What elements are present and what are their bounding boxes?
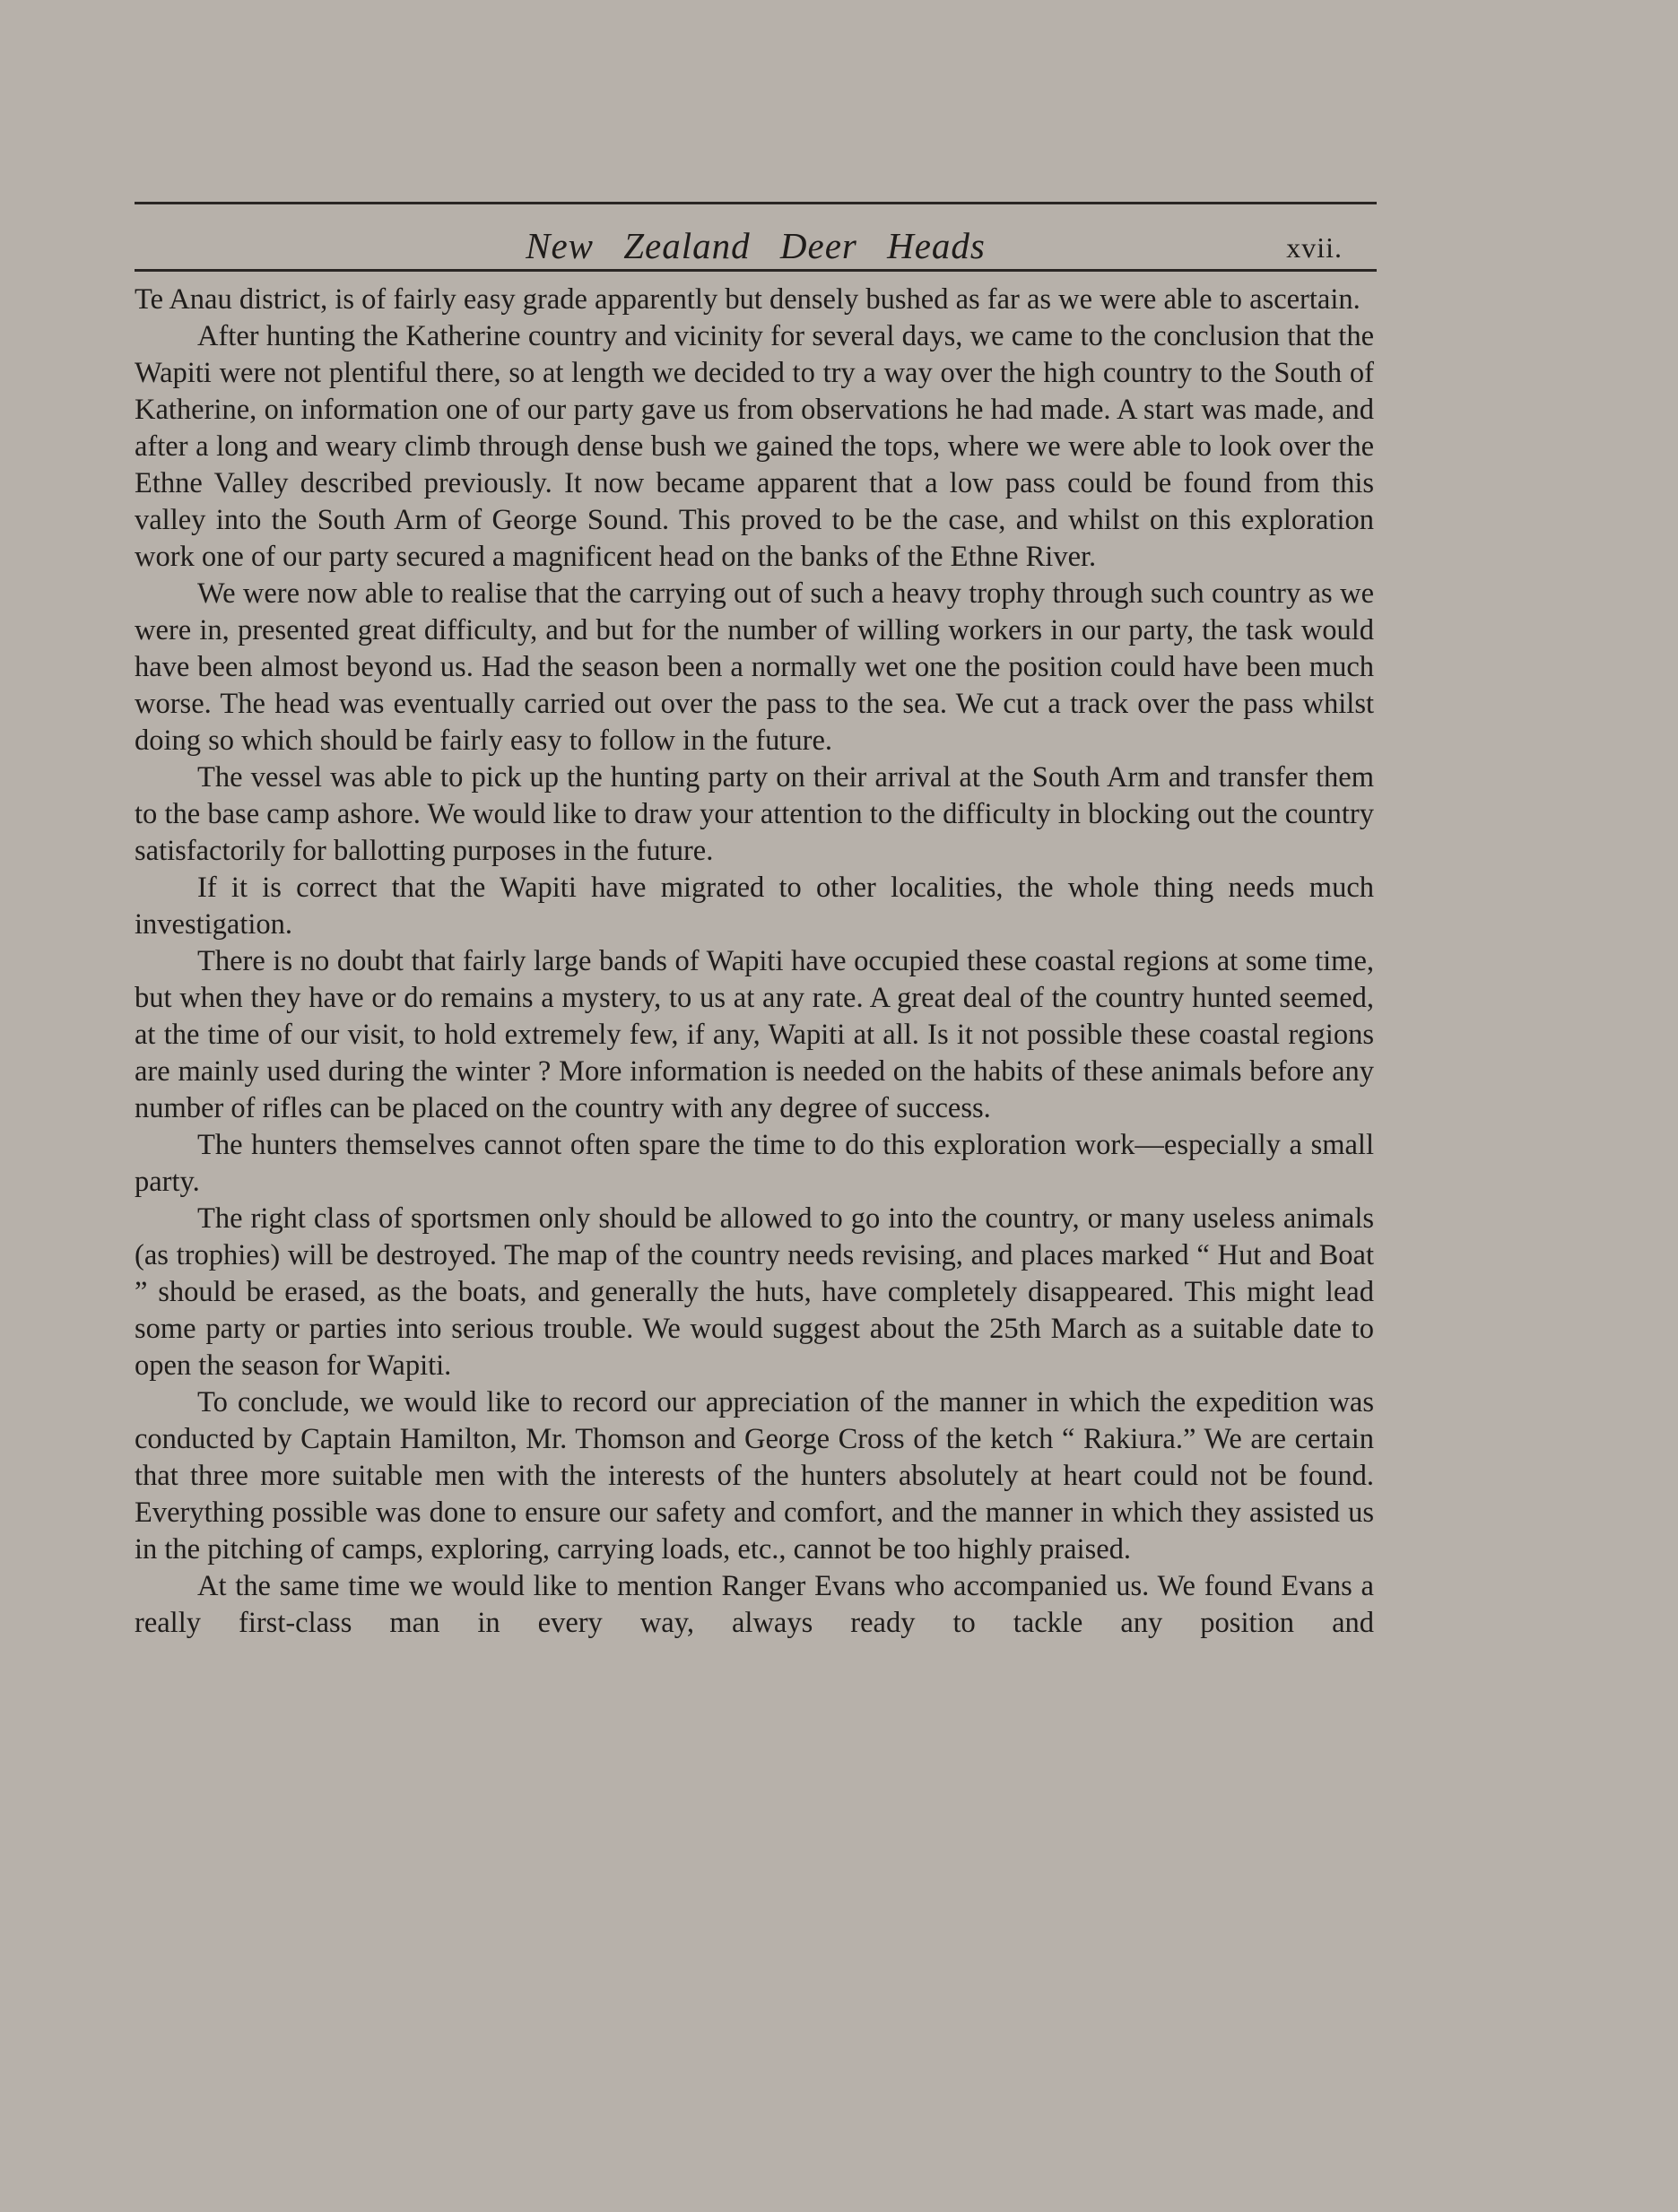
paragraph-1: Te Anau district, is of fairly easy grade apparently but densely bushed as far as we were able to ascertain. xyxy=(135,283,1361,316)
page-header xyxy=(135,204,1377,269)
paragraph-10: At the same time we would like to mention Ranger Evans who accompanied us. We found Evans a really first-class man in every way, always ready to tackle any position and xyxy=(135,1570,1374,1639)
paragraph-6: There is no doubt that fairly large bands of Wapiti have occupied these coastal regions at some time, but when they have or do remains a mystery, to us at any rate. A great deal of the country hunted seemed, at the time of our visit, to hold extremely few, if any, Wapiti at all. Is it not possible these coastal regions are mainly used during the winter ? More information is needed on the habits of these animals before any number of rifles can be placed on the country with any degree of success. xyxy=(135,945,1374,1124)
book-page xyxy=(135,202,1377,1642)
paragraph-8: The right class of sportsmen only should be allowed to go into the country, or many useless animals (as trophies) will be destroyed. The map of the country needs revising, and places marked “ Hut and Boat ” should be erased, as the boats, and generally the huts, have completely disappeared. This might lead some party or parties into serious trouble. We would suggest about the 25th March as a suitable date to open the season for Wapiti. xyxy=(135,1202,1374,1382)
paragraph-9: To conclude, we would like to record our appreciation of the manner in which the expedition was conducted by Captain Hamilton, Mr. Thomson and George Cross of the ketch “ Rakiura.” We are certain that three more suitable men with the interests of the hunters absolutely at heart could not be found. Everything possible was done to ensure our safety and comfort, and the manner in which they assisted us in the pitching of camps, exploring, carrying loads, etc., cannot be too highly praised. xyxy=(135,1386,1374,1566)
paragraph-3: We were now able to realise that the carrying out of such a heavy trophy through such country as we were in, presented great difficulty, and but for the number of willing workers in our party, the task would have been almost beyond us. Had the season been a normally wet one the position could have been much worse. The head was eventually carried out over the pass to the sea. We cut a track over the pass whilst doing so which should be fairly easy to follow in the future. xyxy=(135,577,1374,757)
page-number: xvii. xyxy=(1286,231,1343,264)
header-rule-bottom xyxy=(135,269,1377,272)
paragraph-2: After hunting the Katherine country and vicinity for several days, we came to the conclusion that the Wapiti were not plentiful there, so at length we decided to try a way over the high country to the South of Katherine, on information one of our party gave us from observations he had made. A start was made, and after a long and weary climb through dense bush we gained the tops, where we were able to look over the Ethne Valley described previously. It now became apparent that a low pass could be found from this valley into the South Arm of George Sound. This proved to be the case, and whilst on this exploration work one of our party secured a magnificent head on the banks of the Ethne River. xyxy=(135,320,1374,573)
running-title: New Zealand Deer Heads xyxy=(526,225,986,266)
paragraph-7: The hunters themselves cannot often spare the time to do this exploration work—especially a small party. xyxy=(135,1129,1374,1198)
paragraph-4: The vessel was able to pick up the hunting party on their arrival at the South Arm and transfer them to the base camp ashore. We would like to draw your attention to the difficulty in blocking out the country satisfactorily for ballotting purposes in the future. xyxy=(135,761,1374,867)
paragraph-5: If it is correct that the Wapiti have migrated to other localities, the whole thing needs much investigation. xyxy=(135,872,1374,941)
body-text xyxy=(135,282,1374,1642)
